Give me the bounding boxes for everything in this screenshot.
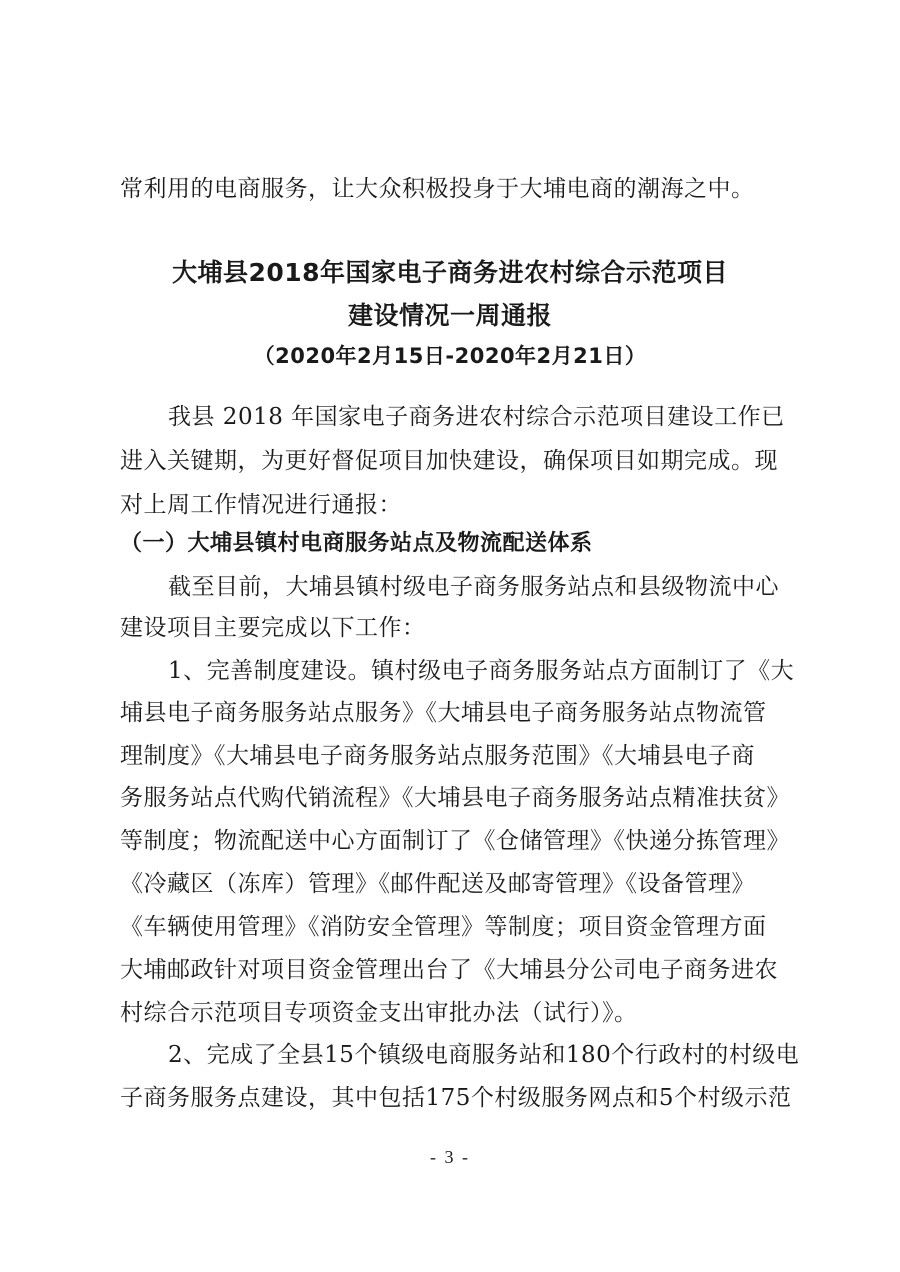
item1-line: 埔县电子商务服务站点服务》《大埔县电子商务服务站点物流管 — [120, 700, 767, 726]
item1-line: 《车辆使用管理》《消防安全管理》等制度；项目资金管理方面 — [120, 914, 767, 940]
item2-line: 子商务服务点建设，其中包括175个村级服务网点和5个村级示范 — [120, 1085, 792, 1111]
item1-line: 务服务站点代购代销流程》《大埔县电子商务服务站点精准扶贫》 — [120, 785, 790, 811]
item1-line: 1、完善制度建设。镇村级电子商务服务站点方面制订了《大 — [168, 658, 795, 684]
document-title-line1: 大埔县2018年国家电子商务进农村综合示范项目 — [171, 258, 729, 287]
section-intro-line: 建设项目主要完成以下工作： — [120, 615, 426, 641]
section-intro-line: 截至目前，大埔县镇村级电子商务服务站点和县级物流中心 — [168, 574, 779, 600]
intro-paragraph-line: 我县 2018 年国家电子商务进农村综合示范项目建设工作已 — [168, 404, 785, 430]
intro-paragraph-line: 对上周工作情况进行通报： — [120, 492, 402, 518]
document-title-line2: 建设情况一周通报 — [347, 301, 552, 330]
item2-line: 2、完成了全县15个镇级电商服务站和180个行政村的村级电 — [168, 1042, 800, 1068]
item1-line: 村综合示范项目专项资金支出审批办法（试行）》。 — [120, 1000, 638, 1026]
report-date-range: （2020年2月15日-2020年2月21日） — [253, 344, 647, 368]
item1-line: 理制度》《大埔县电子商务服务站点服务范围》《大埔县电子商 — [120, 743, 755, 769]
page-number: - 3 - — [430, 1147, 470, 1167]
item1-line: 等制度；物流配送中心方面制订了《仓储管理》《快递分拣管理》 — [120, 828, 790, 854]
intro-paragraph-line: 进入关键期，为更好督促项目加快建设，确保项目如期完成。现 — [120, 448, 778, 474]
item1-line: 《冷藏区（冻库）管理》《邮件配送及邮寄管理》《设备管理》 — [120, 871, 755, 897]
item1-line: 大埔邮政针对项目资金管理出台了《大埔县分公司电子商务进农 — [120, 957, 778, 983]
section-heading: （一）大埔县镇村电商服务站点及物流配送体系 — [120, 531, 593, 556]
continuation-text: 常利用的电商服务，让大众积极投身于大埔电商的潮海之中。 — [120, 176, 755, 202]
